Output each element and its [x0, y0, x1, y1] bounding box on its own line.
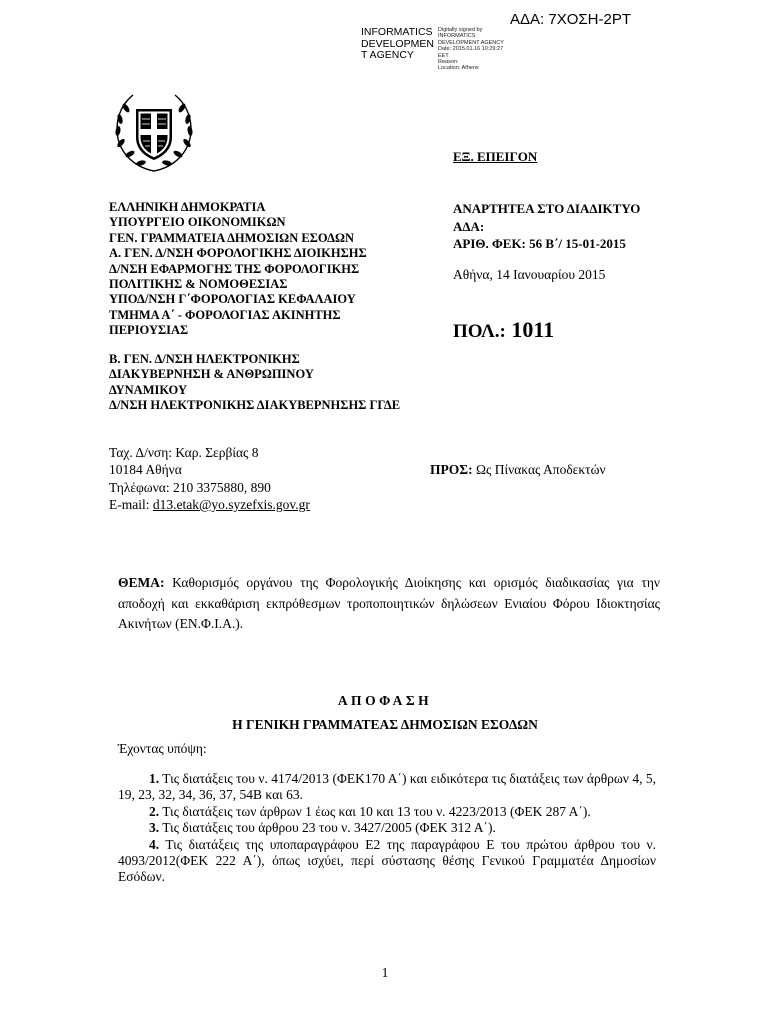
consideration-item — [118, 804, 656, 820]
digital-signature-owner — [361, 27, 434, 62]
email-link[interactable]: d13.etak@yo.syzefxis.gov.gr — [152, 496, 310, 512]
issuing-authority-secondary — [109, 352, 400, 414]
greek-coat-of-arms-icon — [109, 85, 199, 175]
city-line: 10184 Αθήνα — [109, 462, 182, 478]
item-number: 3. — [149, 820, 160, 836]
authority-line: ΥΠΟΔ/ΝΣΗ Γ΄ΦΟΡΟΛΟΓΙΑΣ ΚΕΦΑΛΑΙΟΥ — [109, 292, 356, 307]
authority-line: Β. ΓΕΝ. Δ/ΝΣΗ ΗΛΕΚΤΡΟΝΙΚΗΣ — [109, 352, 300, 366]
authority-line: ΓΕΝ. ΓΡΑΜΜΑΤΕΙΑ ΔΗΜΟΣΙΩΝ ΕΣΟΔΩΝ — [109, 230, 355, 245]
ada-code-header: ΑΔΑ: 7ΧΟΣΗ-2ΡΤ — [510, 11, 631, 28]
decision-subtitle: Η ΓΕΝΙΚΗ ΓΡΑΜΜΑΤΕΑΣ ΔΗΜΟΣΙΩΝ ΕΣΟΔΩΝ — [232, 717, 538, 732]
item-text: Τις διατάξεις των άρθρων 1 έως και 10 και 13 του ν. 4223/2013 (ΦΕΚ 287 Α΄). — [159, 803, 591, 819]
signature-detail-line: EET — [438, 52, 449, 59]
address-line: Ταχ. Δ/νση: Καρ. Σερβίας 8 — [109, 445, 259, 460]
document-date: Αθήνα, 14 Ιανουαρίου 2015 — [453, 267, 606, 282]
recipients — [430, 462, 606, 478]
authority-line: Δ/ΝΣΗ ΕΦΑΡΜΟΓΗΣ ΤΗΣ ΦΟΡΟΛΟΓΙΚΗΣ — [109, 261, 360, 276]
signature-detail-line: Date: 2015.01.16 10:29:27 — [438, 46, 504, 53]
pol-number — [453, 317, 554, 343]
authority-line: Α. ΓΕΝ. Δ/ΝΣΗ ΦΟΡΟΛΟΓΙΚΗΣ ΔΙΟΙΚΗΣΗΣ — [109, 246, 367, 261]
consideration-item — [118, 820, 656, 836]
recipients-value: Ως Πίνακας Αποδεκτών — [472, 462, 606, 477]
authority-line: ΥΠΟΥΡΓΕΙΟ ΟΙΚΟΝΟΜΙΚΩΝ — [109, 215, 286, 230]
publish-line: ΑΝΑΡΤΗΤΕΑ ΣΤΟ ΔΙΑΔΙΚΤΥΟ — [453, 201, 641, 216]
considerations-list — [118, 771, 656, 886]
pol-prefix: ΠΟΛ.: — [453, 321, 506, 342]
considering-label: Έχοντας υπόψη: — [118, 741, 207, 756]
signature-detail-line: Reason: — [438, 59, 459, 66]
item-text: Τις διατάξεις της υποπαραγράφου Ε2 της παραγράφου Ε του πρώτου άρθρου του ν. 4093/2012(ΦΕΚ 222 Α΄), όπως ισχύει, περί σύστασης θέσης Γενικού Γραμματέα Δημοσίων Εσόδων. — [118, 836, 656, 885]
recipients-label: ΠΡΟΣ: — [430, 462, 473, 477]
fek-line: ΑΡΙΘ. ΦΕΚ: 56 Β΄/ 15-01-2015 — [453, 236, 626, 251]
item-number: 4. — [149, 836, 160, 852]
authority-line: Δ/ΝΣΗ ΗΛΕΚΤΡΟΝΙΚΗΣ ΔΙΑΚΥΒΕΡΝΗΣΗΣ ΓΓΔΕ — [109, 398, 401, 413]
page-number: 1 — [381, 965, 389, 980]
signature-detail-line: DEVELOPMENT AGENCY — [438, 39, 504, 46]
issuing-authority — [109, 200, 367, 339]
phone-line: Τηλέφωνα: 210 3375880, 890 — [109, 479, 271, 495]
authority-line: ΕΛΛΗΝΙΚΗ ΔΗΜΟΚΡΑΤΙΑ — [109, 200, 266, 214]
subject-text: Καθορισμός οργάνου της Φορολογικής Διοίκησης και ορισμός διαδικασίας για την αποδοχή και εκκαθάριση εκπρόθεσμων τροποποιητικών δηλώσεων Ενιαίου Φόρου Ιδιοκτησίας Ακινήτων (ΕΝ.Φ.Ι.Α.). — [118, 575, 660, 631]
signer-line: T AGENCY — [361, 49, 414, 61]
signer-line: INFORMATICS — [361, 26, 433, 38]
email-label: E-mail: — [109, 496, 153, 512]
authority-line: ΠΕΡΙΟΥΣΙΑΣ — [109, 323, 189, 338]
authority-line: ΠΟΛΙΤΙΚΗΣ & ΝΟΜΟΘΕΣΙΑΣ — [109, 277, 288, 292]
publication-info — [453, 200, 640, 253]
urgency-label: ΕΞ. ΕΠΕΙΓΟΝ — [453, 149, 538, 164]
signer-line: DEVELOPMEN — [361, 37, 434, 50]
consideration-item — [118, 837, 656, 886]
consideration-item — [118, 771, 656, 804]
authority-line: ΔΥΝΑΜΙΚΟΥ — [109, 382, 187, 397]
ada-line: ΑΔΑ: — [453, 218, 485, 234]
item-number: 2. — [149, 803, 160, 819]
pol-value: 1011 — [511, 317, 555, 342]
item-text: Τις διατάξεις του ν. 4174/2013 (ΦΕΚ170 Α΄) και ειδικότερα τις διατάξεις των άρθρων 4, 5, 19, 23, 32, 34, 36, 37, 54Β και 63. — [118, 771, 656, 803]
signature-detail-line: Digitally signed by — [438, 27, 483, 33]
item-number: 1. — [149, 771, 160, 786]
contact-info — [109, 444, 310, 513]
authority-line: ΤΜΗΜΑ Α΄ - ΦΟΡΟΛΟΓΙΑΣ ΑΚΙΝΗΤΗΣ — [109, 307, 341, 322]
email-line — [109, 496, 310, 513]
item-text: Τις διατάξεις του άρθρου 23 του ν. 3427/2005 (ΦΕΚ 312 Α΄). — [159, 820, 496, 836]
subject-paragraph — [118, 573, 660, 635]
authority-line: ΔΙΑΚΥΒΕΡΝΗΣΗ & ΑΝΘΡΩΠΙΝΟΥ — [109, 367, 314, 382]
signature-detail-line: INFORMATICS — [438, 33, 476, 40]
signature-detail-line: Location: Athens — [438, 65, 479, 72]
decision-title: ΑΠΟΦΑΣΗ — [337, 693, 433, 708]
subject-label: ΘΕΜΑ: — [118, 575, 165, 590]
digital-signature-details — [438, 27, 504, 72]
